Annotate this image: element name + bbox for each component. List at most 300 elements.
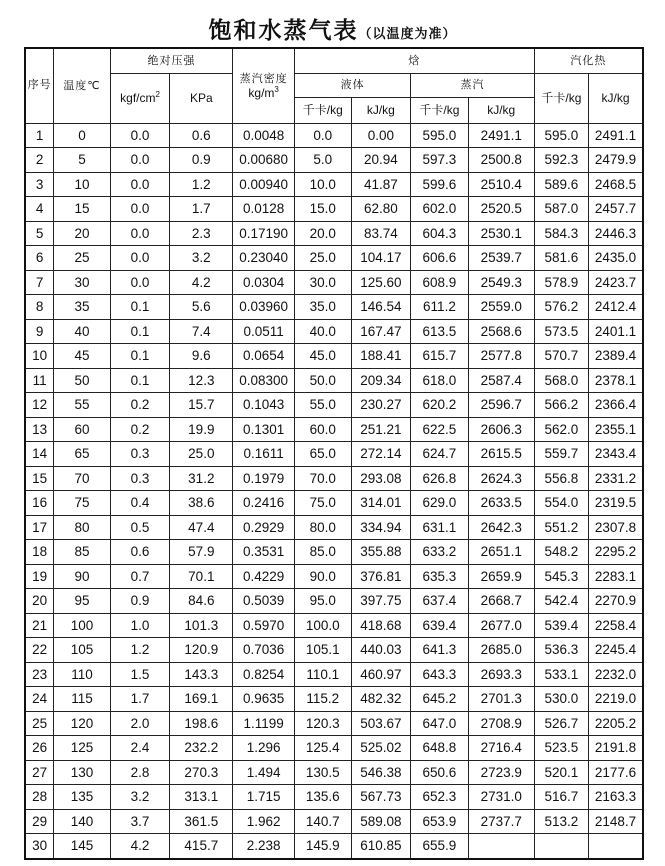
cell-vapor-kj: 2668.7 xyxy=(468,589,534,614)
cell-kgf: 0.6 xyxy=(110,540,170,565)
header-kj-latent: kJ/kg xyxy=(589,73,643,123)
cell-density: 1.715 xyxy=(233,785,295,810)
cell-kpa: 232.2 xyxy=(170,736,233,761)
cell-density: 0.2929 xyxy=(233,515,295,540)
cell-liquid-kj: 230.27 xyxy=(351,393,411,418)
cell-density: 0.0511 xyxy=(233,319,295,344)
cell-liquid-kj: 525.02 xyxy=(351,736,411,761)
watermark-right xyxy=(594,834,634,852)
cell-temp: 20 xyxy=(54,221,110,246)
cell-seq: 21 xyxy=(25,613,54,638)
cell-latent-kj: 2331.2 xyxy=(589,466,643,491)
cell-density: 0.1043 xyxy=(233,393,295,418)
cell-liquid-kcal: 90.0 xyxy=(295,564,351,589)
cell-kpa: 47.4 xyxy=(170,515,233,540)
cell-liquid-kcal: 120.3 xyxy=(295,711,351,736)
cell-kpa: 101.3 xyxy=(170,613,233,638)
table-row xyxy=(25,123,643,148)
cell-liquid-kcal: 55.0 xyxy=(295,393,351,418)
cell-latent-kj: 2491.1 xyxy=(589,123,643,148)
cell-liquid-kcal: 105.1 xyxy=(295,638,351,663)
cell-temp: 140 xyxy=(54,809,110,834)
cell-kgf: 0.0 xyxy=(110,221,170,246)
cell-latent-kj: 2366.4 xyxy=(589,393,643,418)
cell-latent-kcal: 589.6 xyxy=(534,172,588,197)
cell-temp: 65 xyxy=(54,442,110,467)
cell-density: 1.296 xyxy=(233,736,295,761)
cell-kpa: 198.6 xyxy=(170,711,233,736)
cell-temp: 105 xyxy=(54,638,110,663)
cell-vapor-kcal: 641.3 xyxy=(411,638,469,663)
cell-liquid-kj: 397.75 xyxy=(351,589,411,614)
table-row xyxy=(25,148,643,173)
cell-density: 0.00680 xyxy=(233,148,295,173)
cell-vapor-kj: 2723.9 xyxy=(468,760,534,785)
cell-liquid-kcal: 135.6 xyxy=(295,785,351,810)
cell-liquid-kj: 41.87 xyxy=(351,172,411,197)
cell-latent-kcal: 526.7 xyxy=(534,711,588,736)
cell-latent-kcal: 587.0 xyxy=(534,197,588,222)
cell-vapor-kcal: 624.7 xyxy=(411,442,469,467)
table-row xyxy=(25,197,643,222)
cell-liquid-kcal: 0.0 xyxy=(295,123,351,148)
cell-seq: 20 xyxy=(25,589,54,614)
cell-latent-kcal: 542.4 xyxy=(534,589,588,614)
cell-kpa: 12.3 xyxy=(170,368,233,393)
cell-kgf: 0.0 xyxy=(110,197,170,222)
cell-vapor-kj: 2577.8 xyxy=(468,344,534,369)
cell-liquid-kcal: 30.0 xyxy=(295,270,351,295)
cell-vapor-kj: 2651.1 xyxy=(468,540,534,565)
title-main: 饱和水蒸气表 xyxy=(208,17,359,44)
cell-kgf: 4.2 xyxy=(110,834,170,859)
cell-liquid-kcal: 15.0 xyxy=(295,197,351,222)
cell-latent-kj: 2245.4 xyxy=(589,638,643,663)
steam-table xyxy=(24,47,644,860)
cell-kpa: 2.3 xyxy=(170,221,233,246)
cell-latent-kcal: 530.0 xyxy=(534,687,588,712)
cell-kpa: 70.1 xyxy=(170,564,233,589)
cell-latent-kj: 2163.3 xyxy=(589,785,643,810)
cell-liquid-kj: 334.94 xyxy=(351,515,411,540)
cell-vapor-kcal: 602.0 xyxy=(411,197,469,222)
cell-vapor-kj: 2642.3 xyxy=(468,515,534,540)
cell-latent-kcal: 578.9 xyxy=(534,270,588,295)
cell-kpa: 15.7 xyxy=(170,393,233,418)
cell-latent-kcal: 536.3 xyxy=(534,638,588,663)
cell-liquid-kj: 314.01 xyxy=(351,491,411,516)
table-row xyxy=(25,368,643,393)
header-abs-pressure: 绝对压强 xyxy=(110,48,233,73)
cell-kpa: 143.3 xyxy=(170,662,233,687)
cell-density: 0.2416 xyxy=(233,491,295,516)
cell-seq: 24 xyxy=(25,687,54,712)
cell-seq: 18 xyxy=(25,540,54,565)
cell-liquid-kcal: 130.5 xyxy=(295,760,351,785)
cell-kgf: 3.2 xyxy=(110,785,170,810)
cell-liquid-kj: 20.94 xyxy=(351,148,411,173)
header-kgf-sup: 2 xyxy=(155,90,160,99)
cell-vapor-kj: 2685.0 xyxy=(468,638,534,663)
cell-temp: 75 xyxy=(54,491,110,516)
cell-density: 0.0048 xyxy=(233,123,295,148)
cell-liquid-kcal: 20.0 xyxy=(295,221,351,246)
cell-latent-kj: 2283.1 xyxy=(589,564,643,589)
cell-seq: 8 xyxy=(25,295,54,320)
cell-liquid-kj: 188.41 xyxy=(351,344,411,369)
cell-liquid-kcal: 95.0 xyxy=(295,589,351,614)
cell-liquid-kj: 355.88 xyxy=(351,540,411,565)
cell-latent-kj: 2378.1 xyxy=(589,368,643,393)
cell-seq: 25 xyxy=(25,711,54,736)
cell-density: 0.9635 xyxy=(233,687,295,712)
cell-kgf: 0.0 xyxy=(110,172,170,197)
title-subtitle: （以温度为准） xyxy=(358,27,457,42)
cell-vapor-kj: 2693.3 xyxy=(468,662,534,687)
table-row xyxy=(25,540,643,565)
cell-vapor-kcal: 643.3 xyxy=(411,662,469,687)
table-row xyxy=(25,589,643,614)
cell-vapor-kcal: 635.3 xyxy=(411,564,469,589)
cell-temp: 135 xyxy=(54,785,110,810)
cell-vapor-kj: 2500.8 xyxy=(468,148,534,173)
cell-vapor-kcal: 648.8 xyxy=(411,736,469,761)
cell-vapor-kj: 2659.9 xyxy=(468,564,534,589)
cell-vapor-kj: 2731.0 xyxy=(468,785,534,810)
cell-seq: 29 xyxy=(25,809,54,834)
cell-liquid-kj: 418.68 xyxy=(351,613,411,638)
cell-seq: 5 xyxy=(25,221,54,246)
cell-temp: 80 xyxy=(54,515,110,540)
cell-seq: 26 xyxy=(25,736,54,761)
cell-kpa: 19.9 xyxy=(170,417,233,442)
cell-vapor-kj: 2530.1 xyxy=(468,221,534,246)
header-density-unit-sup: 3 xyxy=(274,84,279,94)
cell-latent-kcal: 562.0 xyxy=(534,417,588,442)
table-row xyxy=(25,442,643,467)
cell-temp: 130 xyxy=(54,760,110,785)
cell-seq: 23 xyxy=(25,662,54,687)
cell-vapor-kcal: 626.8 xyxy=(411,466,469,491)
cell-latent-kj: 2355.1 xyxy=(589,417,643,442)
cell-liquid-kj: 546.38 xyxy=(351,760,411,785)
cell-liquid-kj: 209.34 xyxy=(351,368,411,393)
cell-liquid-kj: 567.73 xyxy=(351,785,411,810)
cell-temp: 110 xyxy=(54,662,110,687)
cell-liquid-kcal: 115.2 xyxy=(295,687,351,712)
cell-latent-kcal: 559.7 xyxy=(534,442,588,467)
cell-temp: 10 xyxy=(54,172,110,197)
cell-vapor-kcal: 622.5 xyxy=(411,417,469,442)
cell-density: 0.1301 xyxy=(233,417,295,442)
cell-liquid-kj: 503.67 xyxy=(351,711,411,736)
cell-liquid-kcal: 40.0 xyxy=(295,319,351,344)
table-row xyxy=(25,319,643,344)
cell-latent-kcal: 520.1 xyxy=(534,760,588,785)
cell-liquid-kcal: 60.0 xyxy=(295,417,351,442)
cell-latent-kcal: 513.2 xyxy=(534,809,588,834)
cell-vapor-kj: 2716.4 xyxy=(468,736,534,761)
cell-kgf: 1.5 xyxy=(110,662,170,687)
cell-seq: 16 xyxy=(25,491,54,516)
cell-seq: 15 xyxy=(25,466,54,491)
table-row xyxy=(25,417,643,442)
cell-liquid-kcal: 100.0 xyxy=(295,613,351,638)
cell-temp: 125 xyxy=(54,736,110,761)
cell-latent-kj: 2319.5 xyxy=(589,491,643,516)
cell-vapor-kj: 2549.3 xyxy=(468,270,534,295)
cell-latent-kj: 2191.8 xyxy=(589,736,643,761)
cell-kgf: 0.0 xyxy=(110,148,170,173)
cell-kgf: 0.0 xyxy=(110,270,170,295)
cell-liquid-kj: 589.08 xyxy=(351,809,411,834)
cell-kpa: 1.2 xyxy=(170,172,233,197)
cell-latent-kcal: 551.2 xyxy=(534,515,588,540)
cell-liquid-kj: 167.47 xyxy=(351,319,411,344)
cell-latent-kj: 2423.7 xyxy=(589,270,643,295)
header-kgf-text: kgf/cm xyxy=(120,91,156,105)
page-title xyxy=(0,12,665,48)
cell-seq: 6 xyxy=(25,246,54,271)
header-kj-liquid: kJ/kg xyxy=(351,97,411,123)
table-row xyxy=(25,491,643,516)
cell-kpa: 31.2 xyxy=(170,466,233,491)
cell-kpa: 5.6 xyxy=(170,295,233,320)
cell-latent-kcal: 573.5 xyxy=(534,319,588,344)
cell-latent-kcal: 556.8 xyxy=(534,466,588,491)
cell-temp: 145 xyxy=(54,834,110,859)
cell-latent-kj: 2343.4 xyxy=(589,442,643,467)
cell-temp: 0 xyxy=(54,123,110,148)
header-kcal-vapor: 千卡/kg xyxy=(411,97,469,123)
cell-latent-kcal: 584.3 xyxy=(534,221,588,246)
cell-kgf: 0.3 xyxy=(110,442,170,467)
cell-vapor-kj: 2539.7 xyxy=(468,246,534,271)
cell-latent-kcal: 576.2 xyxy=(534,295,588,320)
table-row xyxy=(25,246,643,271)
cell-seq: 7 xyxy=(25,270,54,295)
cell-liquid-kcal: 10.0 xyxy=(295,172,351,197)
cell-liquid-kj: 610.85 xyxy=(351,834,411,859)
cell-latent-kcal: 516.7 xyxy=(534,785,588,810)
table-row xyxy=(25,834,643,859)
cell-liquid-kcal: 35.0 xyxy=(295,295,351,320)
cell-latent-kcal: 545.3 xyxy=(534,564,588,589)
cell-temp: 95 xyxy=(54,589,110,614)
cell-kpa: 3.2 xyxy=(170,246,233,271)
cell-latent-kcal: 581.6 xyxy=(534,246,588,271)
cell-latent-kj: 2258.4 xyxy=(589,613,643,638)
cell-seq: 3 xyxy=(25,172,54,197)
cell-vapor-kcal: 615.7 xyxy=(411,344,469,369)
cell-seq: 4 xyxy=(25,197,54,222)
cell-kgf: 2.8 xyxy=(110,760,170,785)
cell-latent-kj: 2401.1 xyxy=(589,319,643,344)
cell-liquid-kcal: 75.0 xyxy=(295,491,351,516)
cell-density: 2.238 xyxy=(233,834,295,859)
header-kgf xyxy=(110,73,170,123)
cell-temp: 50 xyxy=(54,368,110,393)
cell-density: 0.08300 xyxy=(233,368,295,393)
cell-density: 0.8254 xyxy=(233,662,295,687)
cell-temp: 5 xyxy=(54,148,110,173)
cell-temp: 60 xyxy=(54,417,110,442)
cell-latent-kcal: 554.0 xyxy=(534,491,588,516)
cell-liquid-kj: 62.80 xyxy=(351,197,411,222)
cell-vapor-kj: 2615.5 xyxy=(468,442,534,467)
cell-liquid-kj: 83.74 xyxy=(351,221,411,246)
cell-vapor-kj: 2596.7 xyxy=(468,393,534,418)
cell-vapor-kj: 2587.4 xyxy=(468,368,534,393)
cell-kpa: 313.1 xyxy=(170,785,233,810)
header-density xyxy=(233,48,295,123)
cell-vapor-kcal: 629.0 xyxy=(411,491,469,516)
cell-density: 0.17190 xyxy=(233,221,295,246)
cell-liquid-kj: 293.08 xyxy=(351,466,411,491)
cell-temp: 90 xyxy=(54,564,110,589)
cell-density: 1.494 xyxy=(233,760,295,785)
cell-seq: 14 xyxy=(25,442,54,467)
cell-latent-kj: 2205.2 xyxy=(589,711,643,736)
cell-seq: 9 xyxy=(25,319,54,344)
cell-kpa: 9.6 xyxy=(170,344,233,369)
table-row xyxy=(25,711,643,736)
cell-latent-kj: 2232.0 xyxy=(589,662,643,687)
cell-latent-kj: 2148.7 xyxy=(589,809,643,834)
header-seq: 序号 xyxy=(25,48,54,123)
cell-vapor-kcal: 606.6 xyxy=(411,246,469,271)
cell-seq: 19 xyxy=(25,564,54,589)
table-row xyxy=(25,564,643,589)
header-density-label: 蒸汽密度 xyxy=(239,72,288,85)
cell-kpa: 0.6 xyxy=(170,123,233,148)
cell-latent-kj: 2435.0 xyxy=(589,246,643,271)
cell-vapor-kcal: 647.0 xyxy=(411,711,469,736)
table-row xyxy=(25,760,643,785)
cell-latent-kj: 2389.4 xyxy=(589,344,643,369)
cell-vapor-kcal: 645.2 xyxy=(411,687,469,712)
cell-density: 0.7036 xyxy=(233,638,295,663)
table-row xyxy=(25,172,643,197)
cell-liquid-kj: 272.14 xyxy=(351,442,411,467)
cell-temp: 30 xyxy=(54,270,110,295)
cell-seq: 12 xyxy=(25,393,54,418)
cell-seq: 30 xyxy=(25,834,54,859)
cell-kgf: 0.4 xyxy=(110,491,170,516)
cell-liquid-kcal: 85.0 xyxy=(295,540,351,565)
cell-vapor-kcal: 653.9 xyxy=(411,809,469,834)
cell-vapor-kcal: 613.5 xyxy=(411,319,469,344)
cell-liquid-kj: 460.97 xyxy=(351,662,411,687)
cell-liquid-kcal: 80.0 xyxy=(295,515,351,540)
table-row xyxy=(25,270,643,295)
cell-seq: 2 xyxy=(25,148,54,173)
cell-latent-kj: 2412.4 xyxy=(589,295,643,320)
cell-liquid-kcal: 25.0 xyxy=(295,246,351,271)
cell-liquid-kcal: 145.9 xyxy=(295,834,351,859)
cell-vapor-kcal: 595.0 xyxy=(411,123,469,148)
cell-vapor-kj: 2559.0 xyxy=(468,295,534,320)
cell-temp: 35 xyxy=(54,295,110,320)
table-row xyxy=(25,809,643,834)
cell-density: 0.5039 xyxy=(233,589,295,614)
cell-density: 0.0654 xyxy=(233,344,295,369)
header-liquid: 液体 xyxy=(295,73,411,97)
cell-liquid-kj: 376.81 xyxy=(351,564,411,589)
table-row xyxy=(25,221,643,246)
table-row xyxy=(25,613,643,638)
cell-density: 0.1979 xyxy=(233,466,295,491)
table-row xyxy=(25,638,643,663)
cell-density: 0.0304 xyxy=(233,270,295,295)
cell-density: 1.1199 xyxy=(233,711,295,736)
table-body xyxy=(25,123,643,859)
cell-vapor-kcal: 655.9 xyxy=(411,834,469,859)
table-row xyxy=(25,344,643,369)
cell-latent-kcal: 592.3 xyxy=(534,148,588,173)
cell-vapor-kj: 2510.4 xyxy=(468,172,534,197)
cell-liquid-kcal: 125.4 xyxy=(295,736,351,761)
cell-kpa: 169.1 xyxy=(170,687,233,712)
cell-kgf: 2.0 xyxy=(110,711,170,736)
cell-kpa: 57.9 xyxy=(170,540,233,565)
cell-kpa: 38.6 xyxy=(170,491,233,516)
cell-latent-kcal: 523.5 xyxy=(534,736,588,761)
cell-latent-kcal: 539.4 xyxy=(534,613,588,638)
cell-kgf: 0.1 xyxy=(110,368,170,393)
cell-kgf: 0.0 xyxy=(110,123,170,148)
cell-liquid-kcal: 110.1 xyxy=(295,662,351,687)
table-row xyxy=(25,662,643,687)
cell-vapor-kj: 2491.1 xyxy=(468,123,534,148)
cell-kpa: 270.3 xyxy=(170,760,233,785)
cell-latent-kcal: 568.0 xyxy=(534,368,588,393)
cell-density: 0.5970 xyxy=(233,613,295,638)
cell-kpa: 0.9 xyxy=(170,148,233,173)
table-row xyxy=(25,393,643,418)
cell-temp: 115 xyxy=(54,687,110,712)
cell-liquid-kcal: 50.0 xyxy=(295,368,351,393)
cell-latent-kj: 2479.9 xyxy=(589,148,643,173)
header-vapor: 蒸汽 xyxy=(411,73,535,97)
cell-temp: 15 xyxy=(54,197,110,222)
cell-seq: 10 xyxy=(25,344,54,369)
cell-latent-kj: 2270.9 xyxy=(589,589,643,614)
cell-seq: 1 xyxy=(25,123,54,148)
table-row xyxy=(25,687,643,712)
table-row xyxy=(25,515,643,540)
cell-density: 0.03960 xyxy=(233,295,295,320)
cell-vapor-kcal: 611.2 xyxy=(411,295,469,320)
cell-vapor-kcal: 652.3 xyxy=(411,785,469,810)
table-row xyxy=(25,736,643,761)
cell-liquid-kj: 0.00 xyxy=(351,123,411,148)
cell-liquid-kcal: 45.0 xyxy=(295,344,351,369)
cell-latent-kcal: 533.1 xyxy=(534,662,588,687)
cell-kgf: 1.2 xyxy=(110,638,170,663)
cell-latent-kcal xyxy=(534,834,588,859)
cell-temp: 100 xyxy=(54,613,110,638)
cell-liquid-kj: 482.32 xyxy=(351,687,411,712)
cell-kgf: 0.0 xyxy=(110,246,170,271)
cell-vapor-kcal: 620.2 xyxy=(411,393,469,418)
cell-kgf: 0.1 xyxy=(110,344,170,369)
cell-kgf: 0.2 xyxy=(110,417,170,442)
cell-seq: 28 xyxy=(25,785,54,810)
cell-kgf: 3.7 xyxy=(110,809,170,834)
table-row xyxy=(25,785,643,810)
cell-temp: 40 xyxy=(54,319,110,344)
